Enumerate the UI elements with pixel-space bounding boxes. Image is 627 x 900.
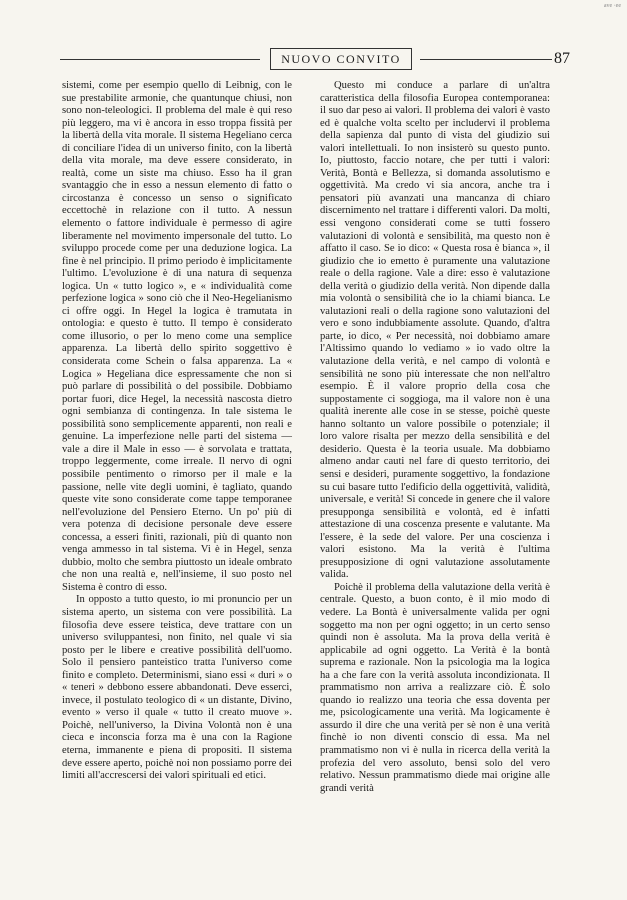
header-rule-right	[420, 59, 552, 60]
paragraph: Questo mi conduce a parlare di un'altra caratteristica della filosofia Europea contemporanea: il suo dar peso ai valori. Il problema dei valori è vasto ed è qualche volta scelto per includervi il problema della sapienza dal punto di vista del giudizio sui valori intellettuali. Io non insisterò su questo punto. Io, piuttosto, faccio notare, che per tutti i valori: Verità, Bontà e Bellezza, si domanda assolutismo e oggettività. Ma credo vi sia ancora, anche tra i pensatori più avanzati una mancanza di chiaro discernimento nel trattare i differenti valori. Da molti, essi vengono considerati come se tutti fossero valutazioni di volontà e sensibilità, ma questo non è affatto il caso. Se io dico: « Questa rosa è bianca », il giudizio che io emetto è puramente una valutazione reale o della ragione. Vale a dire: esso è valutazione della verità o giudizio della verità. Non dipende dalla mia volontà o sensibilità che io la chiami bianca. Le valutazioni reali o della ragione sono valutazioni del vero e sono indubbiamente assolute. Quando, d'altra parte, io dico, « Per necessità, noi dobbiamo amare l'Altissimo quando lo vediamo » io vado oltre la valutazione della verità, e nel campo di volontà e sensibilità ne sono più interessate che non nell'altro esempio. È il valore proprio della cosa che suppostamente ci soggioga, ma il valore non è una qualità inerente alle cose in se stesse, poichè queste hanno soltanto un valore possibile o potenziale; il loro valore risalta per mezzo della sensibilità e del desiderio. Questa è la teoria usuale. Ma dobbiamo almeno andar cauti nel fare di questo territorio, dei sensi e desideri, puramente soggettivo, la fondazione su cui basare tutto l'edificio della oggettività, validità, universale, e verità! Si concede in genere che il valore presupponga sensibilità e volontà, ed è infatti attestazione di una coscenza presente e valutante. Ma l'essere, è la sede del valore. Per una coscienza i valori esistono. Ma la verità è l'ultima presupposizione di ogni valutazione assolutamente valida.	[320, 80, 550, 581]
header-rule-left	[60, 59, 260, 60]
paragraph: sistemi, come per esempio quello di Leibnig, con le sue prestabilite armonie, che quantunque chiusi, non sono non-teleologici. Il problema del male è qui reso più leggero, ma vi è ancora in esso troppa fissità per la libertà della vita morale. Il sistema Hegeliano cerca di conciliare l'idea di un universo finito, con la libertà della vita morale, ma deve essere considerato, in realtà, come un siste ma chiuso. Esso ha il gran svantaggio che in esso a nessun elemento di fatto o circostanza è concesso un senso o significato eccettochè in relazione con il tutto. A nessun elemento o fattore individuale è permesso di agire liberamente nel movimento impersonale del tutto. Lo sviluppo procede come per una deduzione logica. La fine è nel principio. Il primo periodo è implicitamente l'ultimo. L'evoluzione è di una natura di sequenza logica. Un « tutto logico », e « individualità come perfezione logica » sono ciò che il Neo-Hegelianismo ci offre oggi. In Hegel la logica è tramutata in ontologia: e questo è tutto. Il tempo è considerato come illusorio, o per lo meno come una semplice apparenza. La libertà dello spirito soggettivo è considerata come Schein o falsa apparenza. La « Logica » Hegeliana dice espressamente che non si può parlare di possibilità o del possibile. Dobbiamo portar fuori, dice Hegel, la necessità nascosta dietro ogni sembianza di contingenza. In tale sistema le possibilità sono semplicemente apparenti, non reali e genuine. La imperfezione nelle parti del sistema — vale a dire il Male in esso — è sorvolata e trattata, troppo leggermente, come irreale. Il nervo di ogni possibile pentimento o rimorso per il male e la passione, nelle vite degli uomini, è tagliato, quando queste vite sono considerate come tappe temporanee nell'evoluzione del Pensiero Eterno. Un po' più di vera potenza di decisione personale deve essere concessa, a esseri finiti, razionali, più di quanto non venga ammesso in tal sistema. Vi è in Hegel, senza dubbio, molto che sembra piuttosto un ideale ombrato che non una realtà e, nell'insieme, il suo posto nel Sistema è contro di esso.	[62, 80, 292, 593]
corner-mark: ave ·ee	[603, 3, 621, 9]
paragraph: Poichè il problema della valutazione della verità è centrale. Questo, a buon conto, è il mio modo di vedere. La Bontà è universalmente valida per ogni soggetto ma non per ogni oggetto; in un certo senso quindi non è assoluta. Ma la prova della verità è applicabile ad ogni oggetto. La Verità è la bontà suprema e razionale. Non la psicologia ma la logica ha a che fare con la verità assoluta incondizionata. Il prammatismo non arriva a realizzare ciò. È solo quando io realizzo una teoria che essa doventa per me, psicologicamente una verità. Ma logicamente è assurdo il dire che una verità per sè non è una verità finchè io non diventi conscio di essa. Ma nel prammatismo non vi è nulla in ricerca della verità la profezia del vero assoluto, bensì solo del vero relativo. Nessun prammatismo diede mai origine alle grandi verità	[320, 581, 550, 794]
left-column	[62, 80, 292, 783]
page-number: 87	[554, 50, 570, 67]
paragraph: In opposto a tutto questo, io mi pronuncio per un sistema aperto, un sistema con vere possibilità. La filosofia deve essere teistica, deve trattare con un universo sviluppantesi, non finito, nel quale vi sia posto per le libere e creative possibilità dell'uomo. Solo il pensiero panteistico tratta l'universo come finito e completo. Determinismi, siano essi « duri » o « teneri » debbono essere abbandonati. Deve esserci, invece, il postulato teologico di « un distante, Divino, evento » verso il quale « tutto il creato muove ». Poichè, nell'universo, la Divina Volontà non è una cieca e inconscia forza ma è una con la Ragione eterna, immanente e piena di propositi. Il sistema deve essere aperto, poichè noi non possiamo porre dei limiti all'accrescersi dei valori spirituali ed etici.	[62, 594, 292, 782]
journal-title: NUOVO CONVITO	[270, 48, 412, 70]
right-column	[320, 80, 550, 795]
running-header	[60, 48, 570, 72]
